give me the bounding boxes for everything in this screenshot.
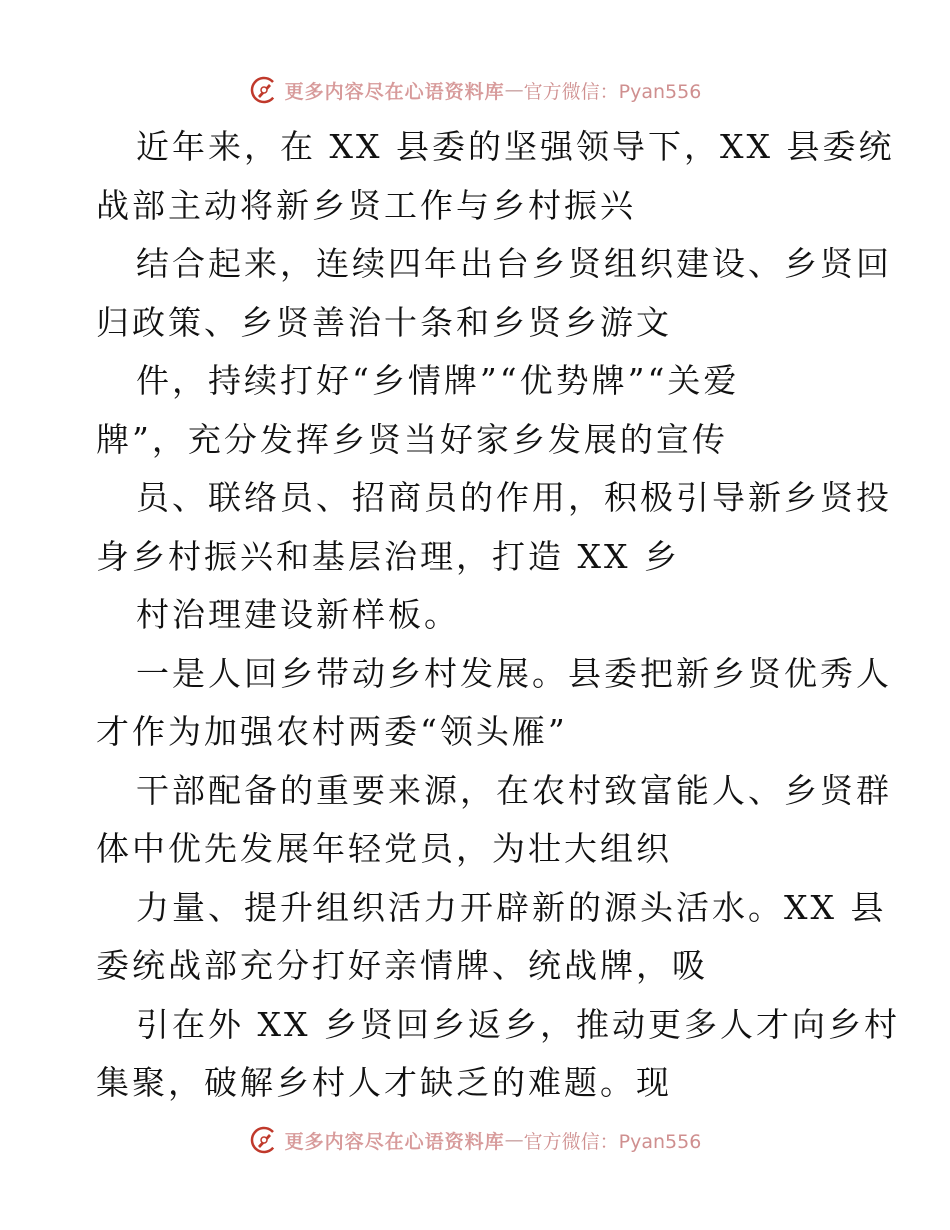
watermark-contact-text: 官方微信：Pyan556 — [523, 1130, 702, 1153]
text-line: 才作为加强农村两委“领头雁” — [96, 712, 568, 751]
document-body — [96, 118, 900, 1113]
text-line: 战部主动将新乡贤工作与乡村振兴 — [96, 185, 636, 225]
watermark-dash: — — [504, 79, 524, 101]
brand-logo-icon — [249, 1125, 279, 1155]
text-line: 集聚，破解乡村人才缺乏的难题。现 — [96, 1063, 672, 1102]
text-line: 委统战部充分打好亲情牌、统战牌，吸 — [96, 946, 708, 985]
brand-logo-icon — [249, 75, 279, 105]
text-line: 员、联络员、招商员的作用，积极引导新乡贤投 — [136, 478, 892, 517]
watermark-header — [0, 70, 950, 110]
text-line: 体中优先发展年轻党员，为壮大组织 — [96, 829, 672, 868]
text-line: 近年来，在 XX 县委的坚强领导下，XX 县委统 — [136, 127, 895, 166]
text-line: 归政策、乡贤善治十条和乡贤乡游文 — [96, 302, 672, 342]
text-line: 一是人回乡带动乡村发展。县委把新乡贤优秀人 — [136, 653, 892, 693]
text-line: 引在外 XX 乡贤回乡返乡，推动更多人才向乡村 — [136, 1004, 900, 1044]
watermark-brand-text: 更多内容尽在心语资料库 — [284, 80, 505, 103]
text-line: 件，持续打好“乡情牌”“优势牌”“关爱 — [136, 361, 740, 400]
text-line: 身乡村振兴和基层治理，打造 XX 乡 — [96, 536, 680, 576]
text-line: 结合起来，连续四年出台乡贤组织建设、乡贤回 — [136, 244, 892, 283]
text-line: 牌”，充分发挥乡贤当好家乡发展的宣传 — [96, 419, 728, 459]
watermark-brand-text: 更多内容尽在心语资料库 — [284, 1130, 505, 1153]
text-line: 干部配备的重要来源，在农村致富能人、乡贤群 — [136, 770, 892, 810]
text-line: 力量、提升组织活力开辟新的源头活水。XX 县 — [136, 887, 887, 927]
watermark-contact-text: 官方微信：Pyan556 — [523, 80, 702, 103]
watermark-dash: — — [504, 1129, 524, 1151]
text-line: 村治理建设新样板。 — [136, 595, 460, 634]
watermark-footer — [0, 1120, 950, 1160]
